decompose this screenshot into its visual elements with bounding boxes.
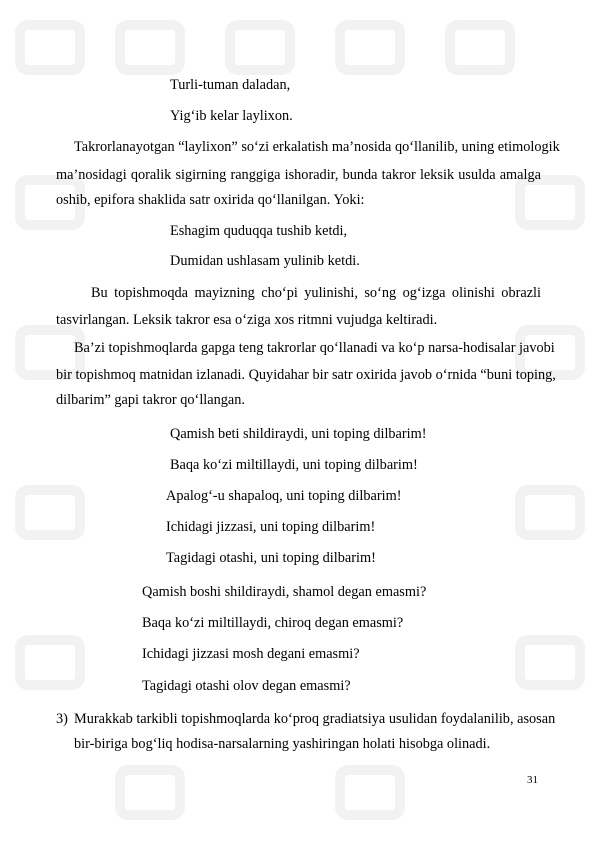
paragraph-1-line-2: ma’nosidagi qoralik sigirning ranggiga ishoradir, bunda takror leksik usulda amalga [56,167,541,183]
list-item-3-number: 3) [56,711,68,727]
list-item-3-line-1: Murakkab tarkibli topishmoqlarda ko‘proq gradiatsiya usulidan foydalanilib, asosan [74,711,556,727]
verse-a-line-1: Qamish beti shildiraydi, uni toping dilbarim! [170,426,427,442]
verse-b-line-4: Tagidagi otashi olov degan emasmi? [142,678,351,694]
poem-line-3: Eshagim quduqqa tushib ketdi, [170,223,348,239]
verse-b-line-3: Ichidagi jizzasi mosh degani emasmi? [142,646,360,662]
paragraph-3-line-2: bir topishmoq matnidan izlanadi. Quyidahar bir satr oxirida javob o‘rnida “buni toping, [56,367,556,383]
paragraph-1-line-3: oshib, epifora shaklida satr oxirida qo‘llanilgan. Yoki: [56,192,365,208]
paragraph-3-line-1: Ba’zi topishmoqlarda gapga teng takrorlar qo‘llanadi va ko‘p narsa-hodisalar javobi [74,340,555,356]
verse-a-line-4: Ichidagi jizzasi, uni toping dilbarim! [166,519,376,535]
list-item-3-line-2: bir-biriga bog‘liq hodisa-narsalarning yashiringan holati hisobga olinadi. [74,736,491,752]
verse-b-line-2: Baqa ko‘zi miltillaydi, chiroq degan emasmi? [142,615,404,631]
poem-line-4: Dumidan ushlasam yulinib ketdi. [170,253,360,269]
verse-b-line-1: Qamish boshi shildiraydi, shamol degan emasmi? [142,584,427,600]
verse-a-line-2: Baqa ko‘zi miltillaydi, uni toping dilbarim! [170,457,418,473]
poem-line-1: Turli-tuman daladan, [170,77,291,93]
paragraph-3-line-3: dilbarim” gapi takror qo‘llangan. [56,392,245,408]
page-number: 31 [527,774,538,786]
paragraph-2-line-1: Bu topishmoqda mayizning cho‘pi yulinishi, so‘ng og‘izga olinishi obrazli [91,285,541,301]
paragraph-1-line-1: Takrorlanayotgan “laylixon” so‘zi erkalatish ma’nosida qo‘llanilib, uning etimologik [74,139,560,155]
poem-line-2: Yig‘ib kelar laylixon. [170,108,293,124]
paragraph-2-line-2: tasvirlangan. Leksik takror esa o‘ziga xos ritmni vujudga keltiradi. [56,312,438,328]
verse-a-line-3: Apalog‘-u shapaloq, uni toping dilbarim! [166,488,402,504]
verse-a-line-5: Tagidagi otashi, uni toping dilbarim! [166,550,376,566]
